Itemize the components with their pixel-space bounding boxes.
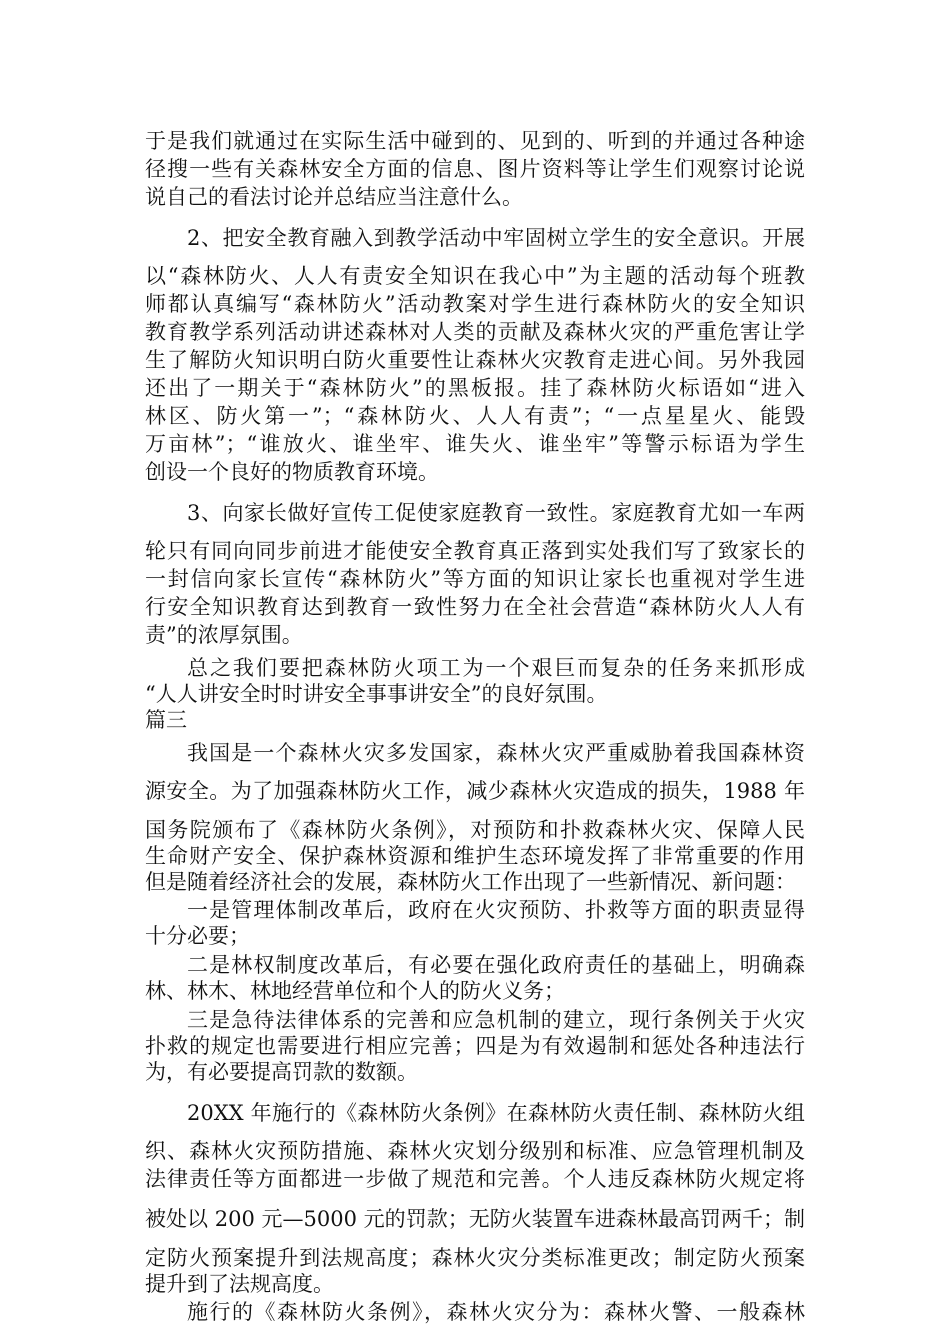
text-line: 行安全知识教育达到教育一致性努力在全社会营造“森林防火人人有 — [145, 595, 805, 619]
text-line: 织、森林火灾预防措施、森林火灾划分级别和标准、应急管理机制及 — [145, 1139, 805, 1163]
text-line: 万亩林”；“谁放火、谁坐牢、谁失火、谁坐牢”等警示标语为学生 — [145, 432, 805, 456]
text-line: 创设一个良好的物质教育环境。 — [145, 460, 439, 484]
text-line: 2、把安全教育融入到教学活动中牢固树立学生的安全意识。开展 — [187, 226, 805, 250]
text-line: 三是急待法律体系的完善和应急机制的建立，现行条例关于火灾 — [187, 1008, 805, 1032]
text-line: 于是我们就通过在实际生活中碰到的、见到的、听到的并通过各种途 — [145, 129, 805, 153]
text-line: 但是随着经济社会的发展，森林防火工作出现了一些新情况、新问题： — [145, 870, 796, 894]
text-line: 生了解防火知识明白防火重要性让森林火灾教育走进心间。另外我园 — [145, 348, 805, 372]
text-line: 径搜一些有关森林安全方面的信息、图片资料等让学生们观察讨论说 — [145, 157, 805, 181]
section-heading: 篇三 — [145, 708, 187, 732]
text-line: 十分必要； — [145, 924, 250, 948]
text-line: 教育教学系列活动讲述森林对人类的贡献及森林火灾的严重危害让学 — [145, 320, 805, 344]
text-line: 源安全。为了加强森林防火工作，减少森林火灾造成的损失，1988 年 — [145, 779, 805, 803]
text-line: “人人讲安全时时讲安全事事讲安全”的良好氛围。 — [145, 682, 608, 706]
text-line: 责”的浓厚氛围。 — [145, 623, 303, 647]
text-line: 施行的《森林防火条例》，森林火灾分为：森林火警、一般森林 — [187, 1300, 805, 1324]
text-line: 总之我们要把森林防火项工为一个艰巨而复杂的任务来抓形成 — [187, 656, 805, 680]
text-line: 林、林木、林地经营单位和个人的防火义务； — [145, 979, 565, 1003]
text-line: 师都认真编写“森林防火”活动教案对学生进行森林防火的安全知识 — [145, 292, 805, 316]
text-line: 被处以 200 元—5000 元的罚款；无防火装置车进森林最高罚两千；制 — [145, 1207, 805, 1231]
text-line: 一封信向家长宣传“森林防火”等方面的知识让家长也重视对学生进 — [145, 567, 805, 591]
text-line: 定防火预案提升到法规高度；森林火灾分类标准更改；制定防火预案 — [145, 1246, 805, 1270]
text-line: 轮只有同向同步前进才能使安全教育真正落到实处我们写了致家长的 — [145, 539, 805, 563]
text-line: 法律责任等方面都进一步做了规范和完善。个人违反森林防火规定将 — [145, 1167, 805, 1191]
text-line: 二是林权制度改革后，有必要在强化政府责任的基础上，明确森 — [187, 953, 805, 977]
text-line: 扑救的规定也需要进行相应完善；四是为有效遏制和惩处各种违法行 — [145, 1034, 805, 1058]
text-line: 说自己的看法讨论并总结应当注意什么。 — [145, 185, 523, 209]
text-line: 提升到了法规高度。 — [145, 1272, 334, 1296]
text-line: 我国是一个森林火灾多发国家，森林火灾严重威胁着我国森林资 — [187, 741, 805, 765]
text-line: 生命财产安全、保护森林资源和维护生态环境发挥了非常重要的作用 — [145, 844, 805, 868]
text-line: 一是管理体制改革后，政府在火灾预防、扑救等方面的职责显得 — [187, 898, 805, 922]
text-line: 国务院颁布了《森林防火条例》，对预防和扑救森林火灾、保障人民 — [145, 818, 805, 842]
text-line: 为，有必要提高罚款的数额。 — [145, 1060, 418, 1084]
text-line: 林区、防火第一”；“森林防火、人人有责”；“一点星星火、能毁 — [145, 404, 805, 428]
text-line: 以“森林防火、人人有责安全知识在我心中”为主题的活动每个班教 — [145, 264, 805, 288]
text-line: 还出了一期关于“森林防火”的黑板报。挂了森林防火标语如“进入 — [145, 376, 805, 400]
text-line: 3、向家长做好宣传工促使家庭教育一致性。家庭教育尤如一车两 — [187, 501, 805, 525]
text-line: 20XX 年施行的《森林防火条例》在森林防火责任制、森林防火组 — [187, 1101, 805, 1125]
